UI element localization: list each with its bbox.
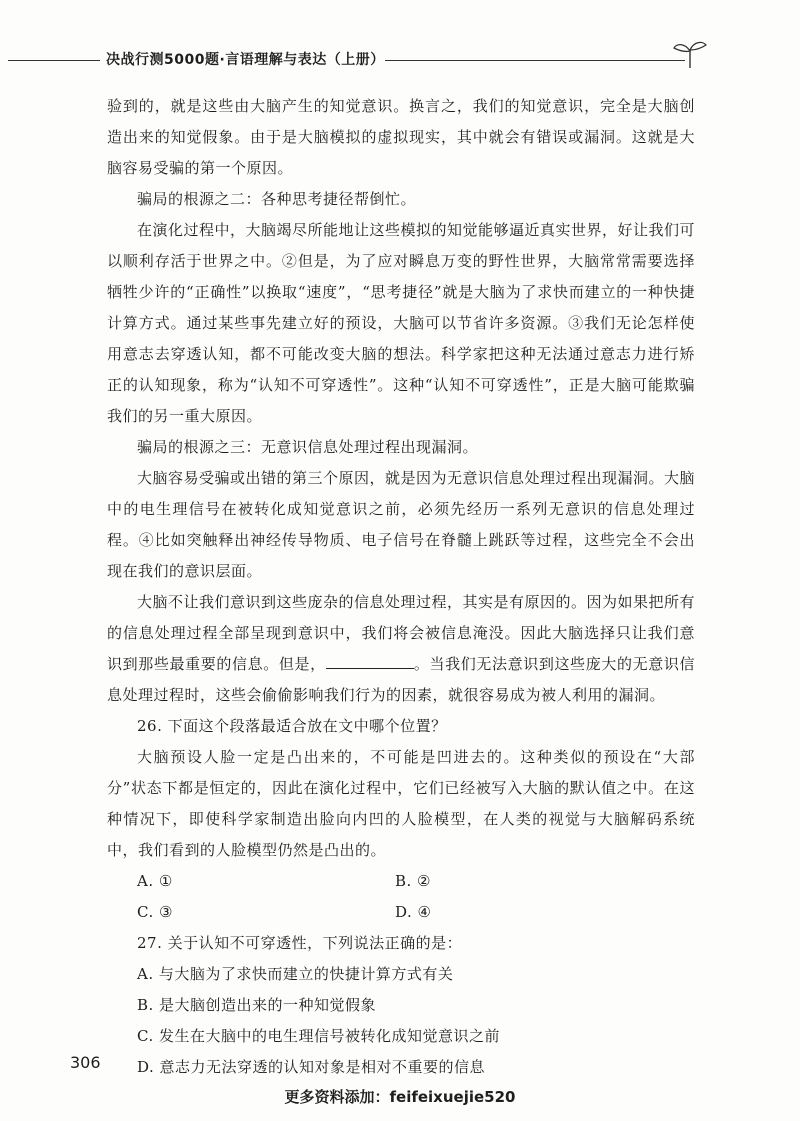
section-heading: 骗局的根源之二：各种思考捷径帮倒忙。 <box>137 190 417 208</box>
question-26-stem: 26. 下面这个段落最适合放在文中哪个位置？ <box>137 717 447 735</box>
option-c: C. ③ <box>137 903 173 921</box>
option-b: B. ② <box>395 872 432 890</box>
fill-in-blank <box>326 652 414 669</box>
header-rule-left <box>8 60 100 61</box>
paragraph: 大脑容易受骗或出错的第三个原因，就是因为无意识信息处理过程出现漏洞。大脑中的电生理信号在被转化成知觉意识之前，必须先经历一系列无意识的信息处理过程。④比如突触释出神经传导物质、电子信号在脊髓上跳跃等过程，这些完全不会出现在我们的意识层面。 <box>107 469 696 580</box>
paragraph: 验到的，就是这些由大脑产生的知觉意识。换言之，我们的知觉意识，完全是大脑创造出来的知觉假象。由于是大脑模拟的虚拟现实，其中就会有错误或漏洞。这就是大脑容易受骗的第一个原因。 <box>107 97 695 177</box>
footer-note: 更多资料添加：feifeixuejie520 <box>284 1088 516 1106</box>
paragraph-with-blank <box>107 587 695 711</box>
option-d: D. 意志力无法穿透的认知对象是相对不重要的信息 <box>137 1058 486 1076</box>
options-row <box>107 897 695 928</box>
question-26-passage: 大脑预设人脸一定是凸出来的，不可能是凹进去的。这种类似的预设在“大部分”状态下都是恒定的，因此在演化过程中，它们已经被写入大脑的默认值之中。在这种情况下，即使科学家制造出脸向内凹的人脸模型，在人类的视觉与大脑解码系统中，我们看到的人脸模型仍然是凸出的。 <box>107 748 695 859</box>
option-c: C. 发生在大脑中的电生理信号被转化成知觉意识之前 <box>137 1027 500 1045</box>
page-number: 306 <box>70 1053 101 1072</box>
option-a: A. ① <box>137 872 173 890</box>
page-content <box>107 91 695 1083</box>
header-rule-right <box>385 60 685 61</box>
question-27-stem: 27. 关于认知不可穿透性，下列说法正确的是： <box>137 934 463 952</box>
paragraph-text: 大脑不让我们意识到这些庞杂的信息处理过程，其实是有原因的。因为如果把所有的信息处理过程全部呈现到意识中，我们将会被信息淹没。因此大脑选择只让我们意识到那些最重要的信息。但是， <box>107 593 696 673</box>
options-row <box>107 866 695 897</box>
paragraph-text: 。当我们无法意识到这些庞大的无意识信息处理过程时，这些会偷偷影响我们行为的因素，就很容易成为被人利用的漏洞。 <box>107 655 695 704</box>
option-d: D. ④ <box>395 903 432 921</box>
section-heading: 骗局的根源之三：无意识信息处理过程出现漏洞。 <box>137 438 479 456</box>
option-b: B. 是大脑创造出来的一种知觉假象 <box>137 996 377 1014</box>
header-title: 决战行测5000题·言语理解与表达（上册） <box>106 52 385 68</box>
option-a: A. 与大脑为了求快而建立的快捷计算方式有关 <box>137 965 454 983</box>
paragraph: 在演化过程中，大脑竭尽所能地让这些模拟的知觉能够逼近真实世界，好让我们可以顺利存活于世界之中。②但是，为了应对瞬息万变的野性世界，大脑常常需要选择牺牲少许的“正确性”以换取“速度”，“思考捷径”就是大脑为了求快而建立的一种快捷计算方式。通过某些事先建立好的预设，大脑可以节省许多资源。③我们无论怎样使用意志去穿透认知，都不可能改变大脑的想法。科学家把这种无法通过意志力进行矫正的认知现象，称为“认知不可穿透性”。这种“认知不可穿透性”，正是大脑可能欺骗我们的另一重大原因。 <box>107 221 696 425</box>
running-header <box>0 44 800 74</box>
sprout-icon <box>670 38 710 70</box>
